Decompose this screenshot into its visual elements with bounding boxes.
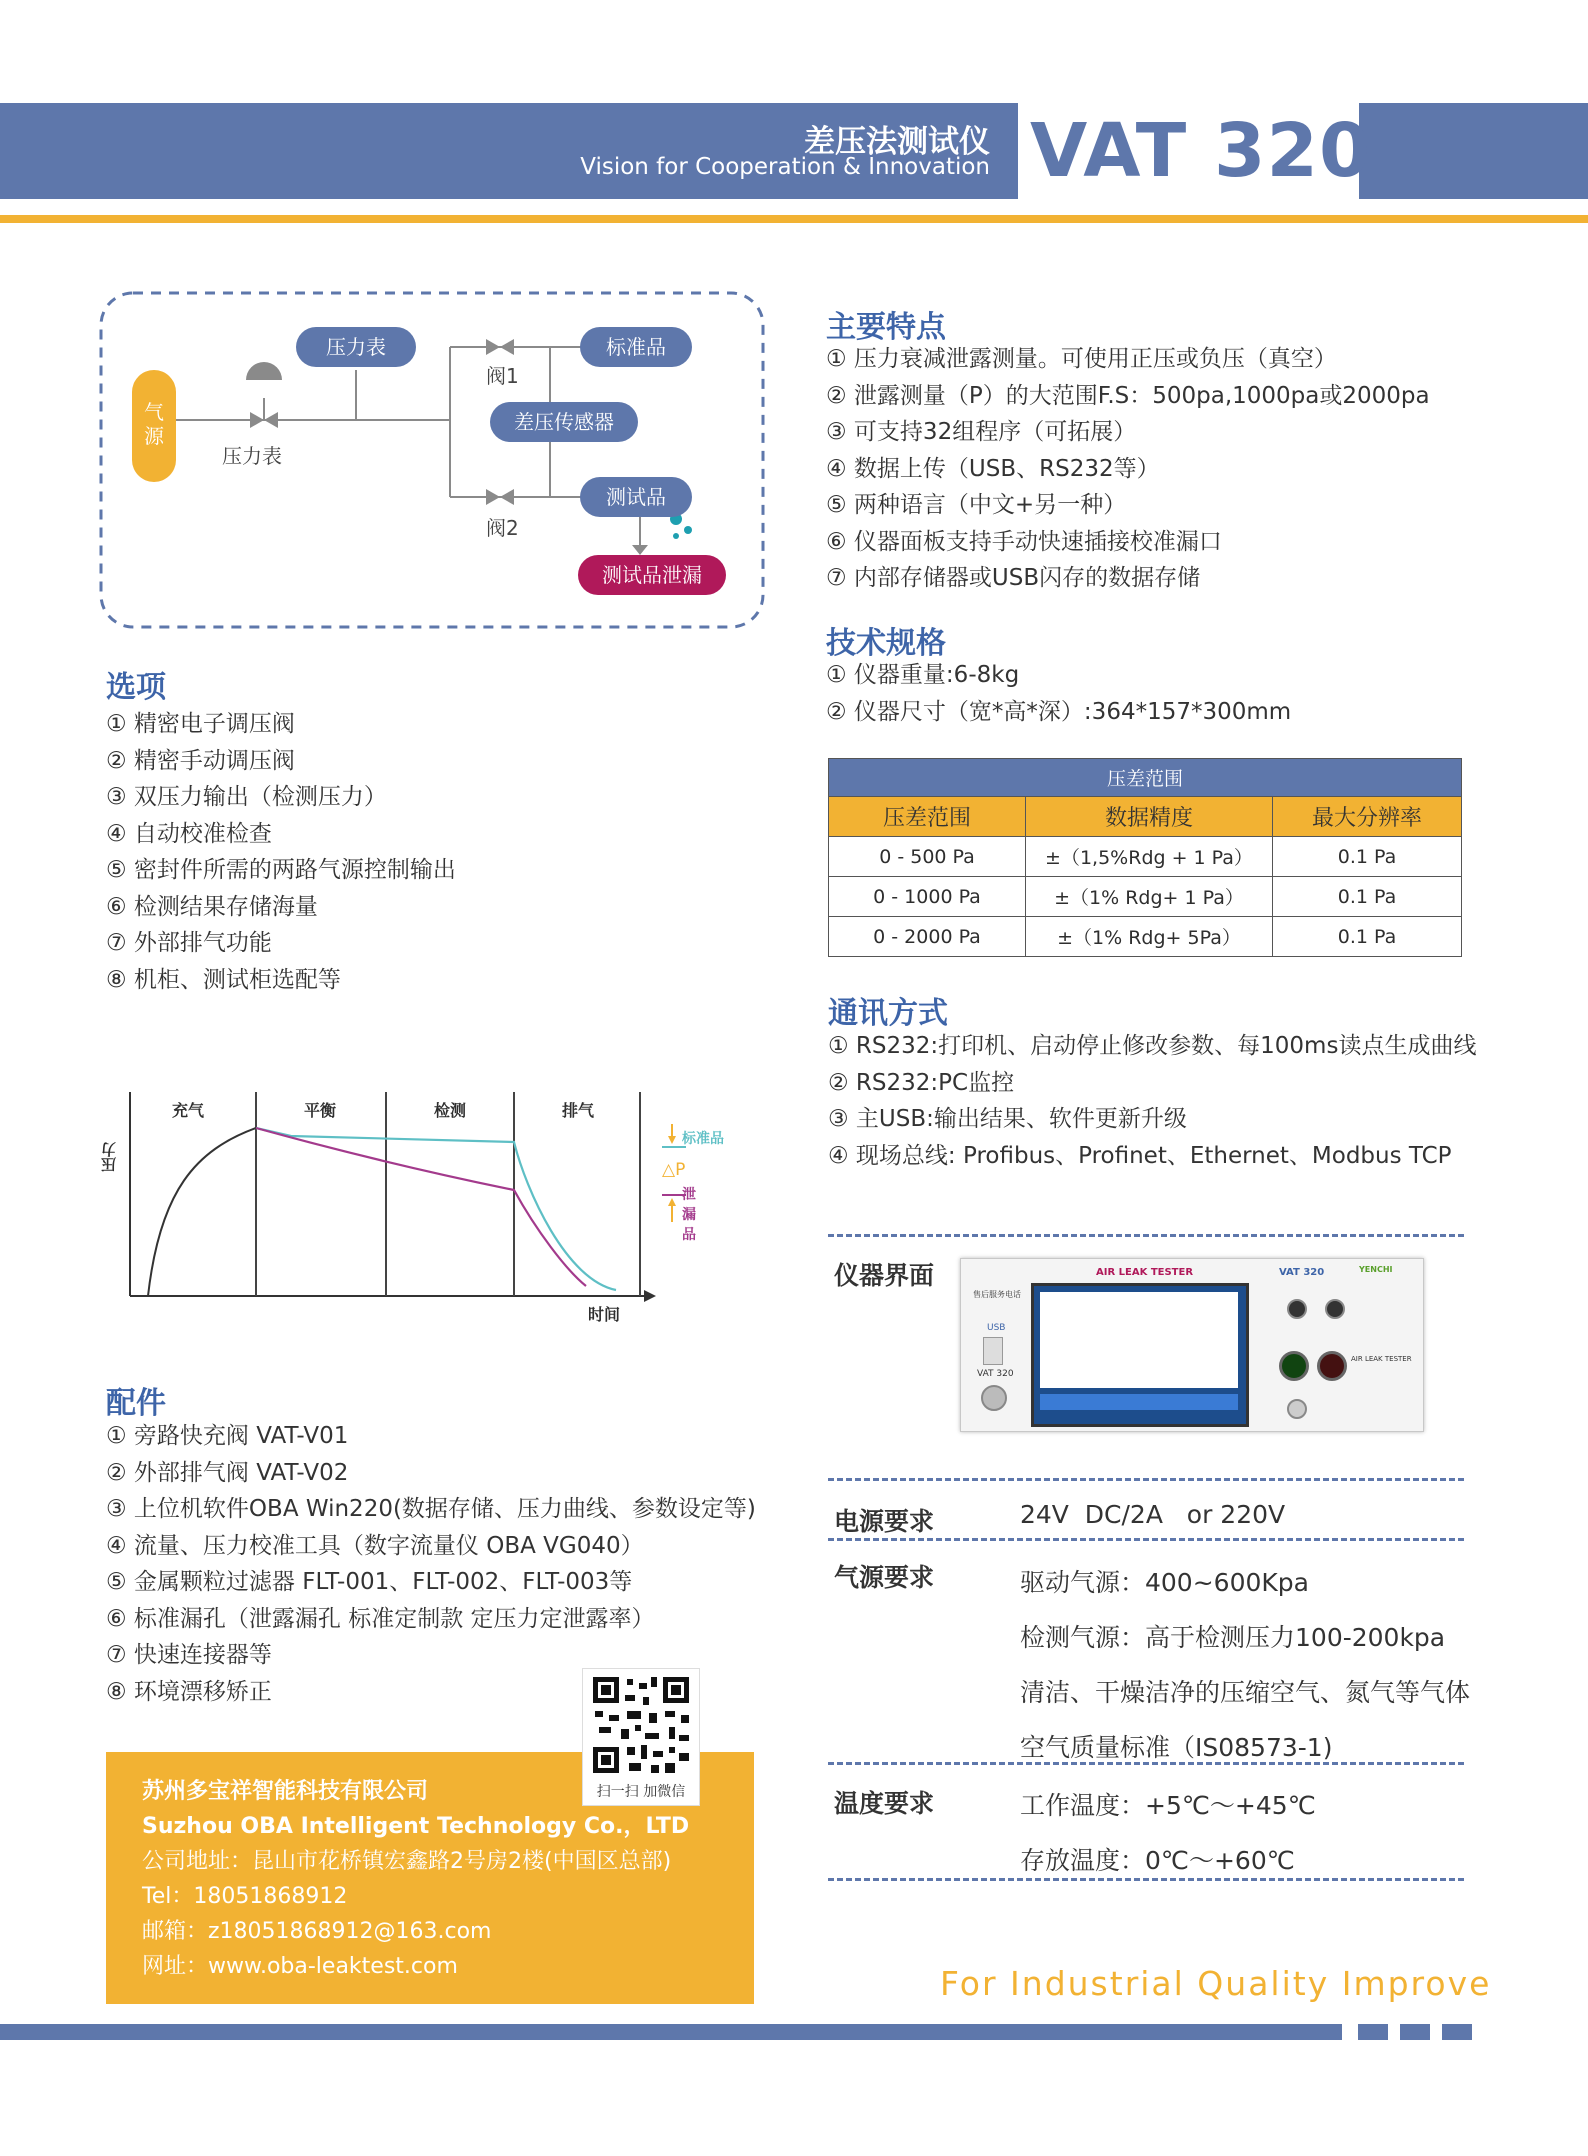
table-row <box>829 877 1462 917</box>
phase-label: 充气 <box>172 1101 205 1120</box>
specs-item: ② 仪器尺寸（宽*高*深）:364*157*300mm <box>826 698 1292 725</box>
options-item: ⑧ 机柜、测试柜选配等 <box>106 966 341 993</box>
options-title: 选项 <box>106 670 166 705</box>
accessories-item: ⑥ 标准漏孔（泄露漏孔 标准定制款 定压力定泄露率） <box>106 1605 655 1632</box>
panel-text: AIR LEAK TESTER <box>1351 1355 1412 1363</box>
air-value: 检测气源：高于检测压力100-200kpa <box>1020 1623 1446 1652</box>
screen <box>1031 1283 1249 1427</box>
comm-item: ② RS232:PC监控 <box>828 1069 1015 1096</box>
bottom-block <box>1358 2024 1388 2040</box>
temp-value: 工作温度：+5℃～+45℃ <box>1020 1791 1316 1820</box>
accessories-list <box>106 1418 756 1710</box>
comm-item: ① RS232:打印机、启动停止修改参数、每100ms读点生成曲线 <box>828 1033 1477 1059</box>
table-row <box>829 837 1462 877</box>
temp-values <box>1020 1778 1316 1888</box>
indicator-light <box>1287 1299 1307 1319</box>
start-button <box>1279 1351 1309 1381</box>
phase-label: 检测 <box>434 1101 467 1120</box>
website: 网址：www.oba-leaktest.com <box>142 1954 458 1979</box>
table-row <box>829 917 1462 957</box>
qr-caption: 扫一扫 加微信 <box>596 1784 686 1800</box>
features-item: ② 泄露测量（P）的大范围F.S：500pa,1000pa或2000pa <box>826 382 1430 409</box>
power-switch <box>1287 1399 1307 1419</box>
contact-info <box>142 1774 689 1984</box>
features-item: ④ 数据上传（USB、RS232等） <box>826 455 1160 482</box>
header-accent-line <box>0 215 1588 223</box>
logo: YENCHI <box>1359 1265 1393 1274</box>
model-name: VAT 320 <box>1030 108 1372 194</box>
valve2-label: 阀2 <box>486 516 519 540</box>
table-cell: 0.1 Pa <box>1273 877 1462 917</box>
usb-port <box>983 1337 1003 1365</box>
header-subtitle: Vision for Cooperation & Innovation <box>580 154 990 180</box>
temp-label: 温度要求 <box>834 1789 935 1818</box>
divider <box>828 1762 1464 1765</box>
pressure-gauge-pill: 压力表 <box>296 327 416 367</box>
options-item: ⑤ 密封件所需的两路气源控制输出 <box>106 857 456 883</box>
test-piece-pill: 测试品 <box>580 477 692 517</box>
gas-source: 气 源 <box>132 370 176 482</box>
quick-port <box>981 1385 1007 1411</box>
divider <box>828 1234 1464 1237</box>
accessories-item: ① 旁路快充阀 VAT-V01 <box>106 1423 349 1449</box>
qr-code-icon <box>591 1675 691 1775</box>
usb-label: USB <box>987 1323 1006 1333</box>
chart-ylabel: 压力 <box>100 1142 118 1172</box>
indicator-light <box>1325 1299 1345 1319</box>
company-en: Suzhou OBA Intelligent Technology Co.，LTD <box>142 1814 690 1839</box>
table-cell: ±（1,5%Rdg + 1 Pa） <box>1026 837 1273 877</box>
table-header: 数据精度 <box>1026 797 1273 837</box>
accessories-item: ④ 流量、压力校准工具（数字流量仪 OBA VG040） <box>106 1532 644 1559</box>
table-cell: ±（1% Rdg+ 5Pa） <box>1026 917 1273 957</box>
divider <box>828 1538 1464 1541</box>
table-cell: 0 - 1000 Pa <box>829 877 1026 917</box>
brand-label: VAT 320 <box>1279 1267 1325 1278</box>
screen-content <box>1040 1292 1238 1388</box>
options-item: ⑦ 外部排气功能 <box>106 930 272 956</box>
pressure-range-table <box>828 758 1462 957</box>
comm-item: ③ 主USB:输出结果、软件更新升级 <box>828 1106 1187 1132</box>
features-title: 主要特点 <box>826 310 946 345</box>
air-label: 气源要求 <box>834 1563 935 1592</box>
legend-leak: 泄漏品 <box>682 1187 696 1243</box>
options-list <box>106 706 456 998</box>
power-label: 电源要求 <box>834 1507 935 1536</box>
chart-xlabel: 时间 <box>588 1305 621 1324</box>
options-item: ② 精密手动调压阀 <box>106 747 295 774</box>
valve1-label: 阀1 <box>486 364 519 388</box>
options-item: ④ 自动校准检查 <box>106 820 272 847</box>
divider <box>828 1478 1464 1481</box>
specs-list <box>826 657 1291 730</box>
table-cell: ±（1% Rdg+ 1 Pa） <box>1026 877 1273 917</box>
accessories-title: 配件 <box>106 1386 166 1421</box>
bottom-bar <box>0 2024 1342 2040</box>
model-small: VAT 320 <box>977 1369 1014 1379</box>
table-caption: 压差范围 <box>829 759 1462 797</box>
phase-label: 平衡 <box>304 1101 337 1120</box>
comm-list <box>828 1028 1476 1174</box>
pressure-curve <box>96 1080 724 1330</box>
features-list <box>826 341 1430 597</box>
air-value: 清洁、干燥洁净的压缩空气、氮气等气体 <box>1020 1678 1471 1707</box>
table-cell: 0 - 500 Pa <box>829 837 1026 877</box>
legend-delta: △P <box>662 1160 686 1180</box>
air-value: 驱动气源：400~600Kpa <box>1020 1568 1309 1597</box>
comm-title: 通讯方式 <box>828 996 948 1031</box>
table-cell: 0.1 Pa <box>1273 837 1462 877</box>
table-cell: 0 - 2000 Pa <box>829 917 1026 957</box>
air-values <box>1020 1555 1470 1775</box>
features-item: ⑥ 仪器面板支持手动快速插接校准漏口 <box>826 528 1222 555</box>
features-item: ③ 可支持32组程序（可拓展） <box>826 419 1137 445</box>
comm-item: ④ 现场总线: Profibus、Profinet、Ethernet、Modbus TCP <box>828 1142 1452 1169</box>
options-item: ⑥ 检测结果存储海量 <box>106 893 318 920</box>
gauge-label: 压力表 <box>222 444 282 468</box>
slogan: For Industrial Quality Improve <box>940 1964 1492 2003</box>
tel: Tel：18051868912 <box>142 1884 348 1909</box>
header-band-right <box>1359 103 1588 199</box>
power-value: 24V DC/2A or 220V <box>1020 1500 1286 1529</box>
phase-label: 排气 <box>562 1101 595 1120</box>
hotline-text: 售后服务电话 <box>973 1290 1021 1299</box>
instrument-panel <box>960 1258 1424 1432</box>
standard-pill: 标准品 <box>580 327 692 367</box>
features-item: ① 压力衰减泄露测量。可使用正压或负压（真空） <box>826 346 1337 372</box>
features-item: ⑦ 内部存储器或USB闪存的数据存储 <box>826 565 1201 591</box>
specs-title: 技术规格 <box>826 626 946 661</box>
options-item: ① 精密电子调压阀 <box>106 711 295 737</box>
screen-button-bar <box>1040 1394 1238 1410</box>
screen-title: AIR LEAK TESTER <box>1096 1267 1194 1278</box>
email: 邮箱：z18051868912@163.com <box>142 1919 492 1944</box>
air-value: 空气质量标准（IS08573-1) <box>1020 1733 1333 1762</box>
accessories-item: ③ 上位机软件OBA Win220(数据存储、压力曲线、参数设定等) <box>106 1496 756 1522</box>
stop-button <box>1317 1351 1347 1381</box>
header-title: 差压法测试仪 <box>804 124 990 160</box>
table-header: 压差范围 <box>829 797 1026 837</box>
legend-standard: 标准品 <box>682 1131 724 1147</box>
address: 公司地址：昆山市花桥镇宏鑫路2号房2楼(中国区总部) <box>142 1849 672 1874</box>
interface-label: 仪器界面 <box>834 1261 935 1290</box>
accessories-item: ⑧ 环境漂移矫正 <box>106 1678 272 1705</box>
temp-value: 存放温度：0℃～+60℃ <box>1020 1846 1295 1875</box>
table-cell: 0.1 Pa <box>1273 917 1462 957</box>
accessories-item: ⑤ 金属颗粒过滤器 FLT-001、FLT-002、FLT-003等 <box>106 1569 633 1595</box>
flow-diagram <box>98 290 766 630</box>
bottom-block <box>1400 2024 1430 2040</box>
leak-pill: 测试品泄漏 <box>578 555 726 595</box>
divider <box>828 1878 1464 1881</box>
accessories-item: ⑦ 快速连接器等 <box>106 1642 272 1668</box>
dp-sensor-pill: 差压传感器 <box>490 402 638 442</box>
company-cn: 苏州多宝祥智能科技有限公司 <box>142 1779 429 1804</box>
table-header: 最大分辨率 <box>1273 797 1462 837</box>
bottom-block <box>1442 2024 1472 2040</box>
options-item: ③ 双压力输出（检测压力） <box>106 784 387 810</box>
features-item: ⑤ 两种语言（中文+另一种） <box>826 492 1127 518</box>
accessories-item: ② 外部排气阀 VAT-V02 <box>106 1459 349 1486</box>
specs-item: ① 仪器重量:6-8kg <box>826 662 1020 688</box>
